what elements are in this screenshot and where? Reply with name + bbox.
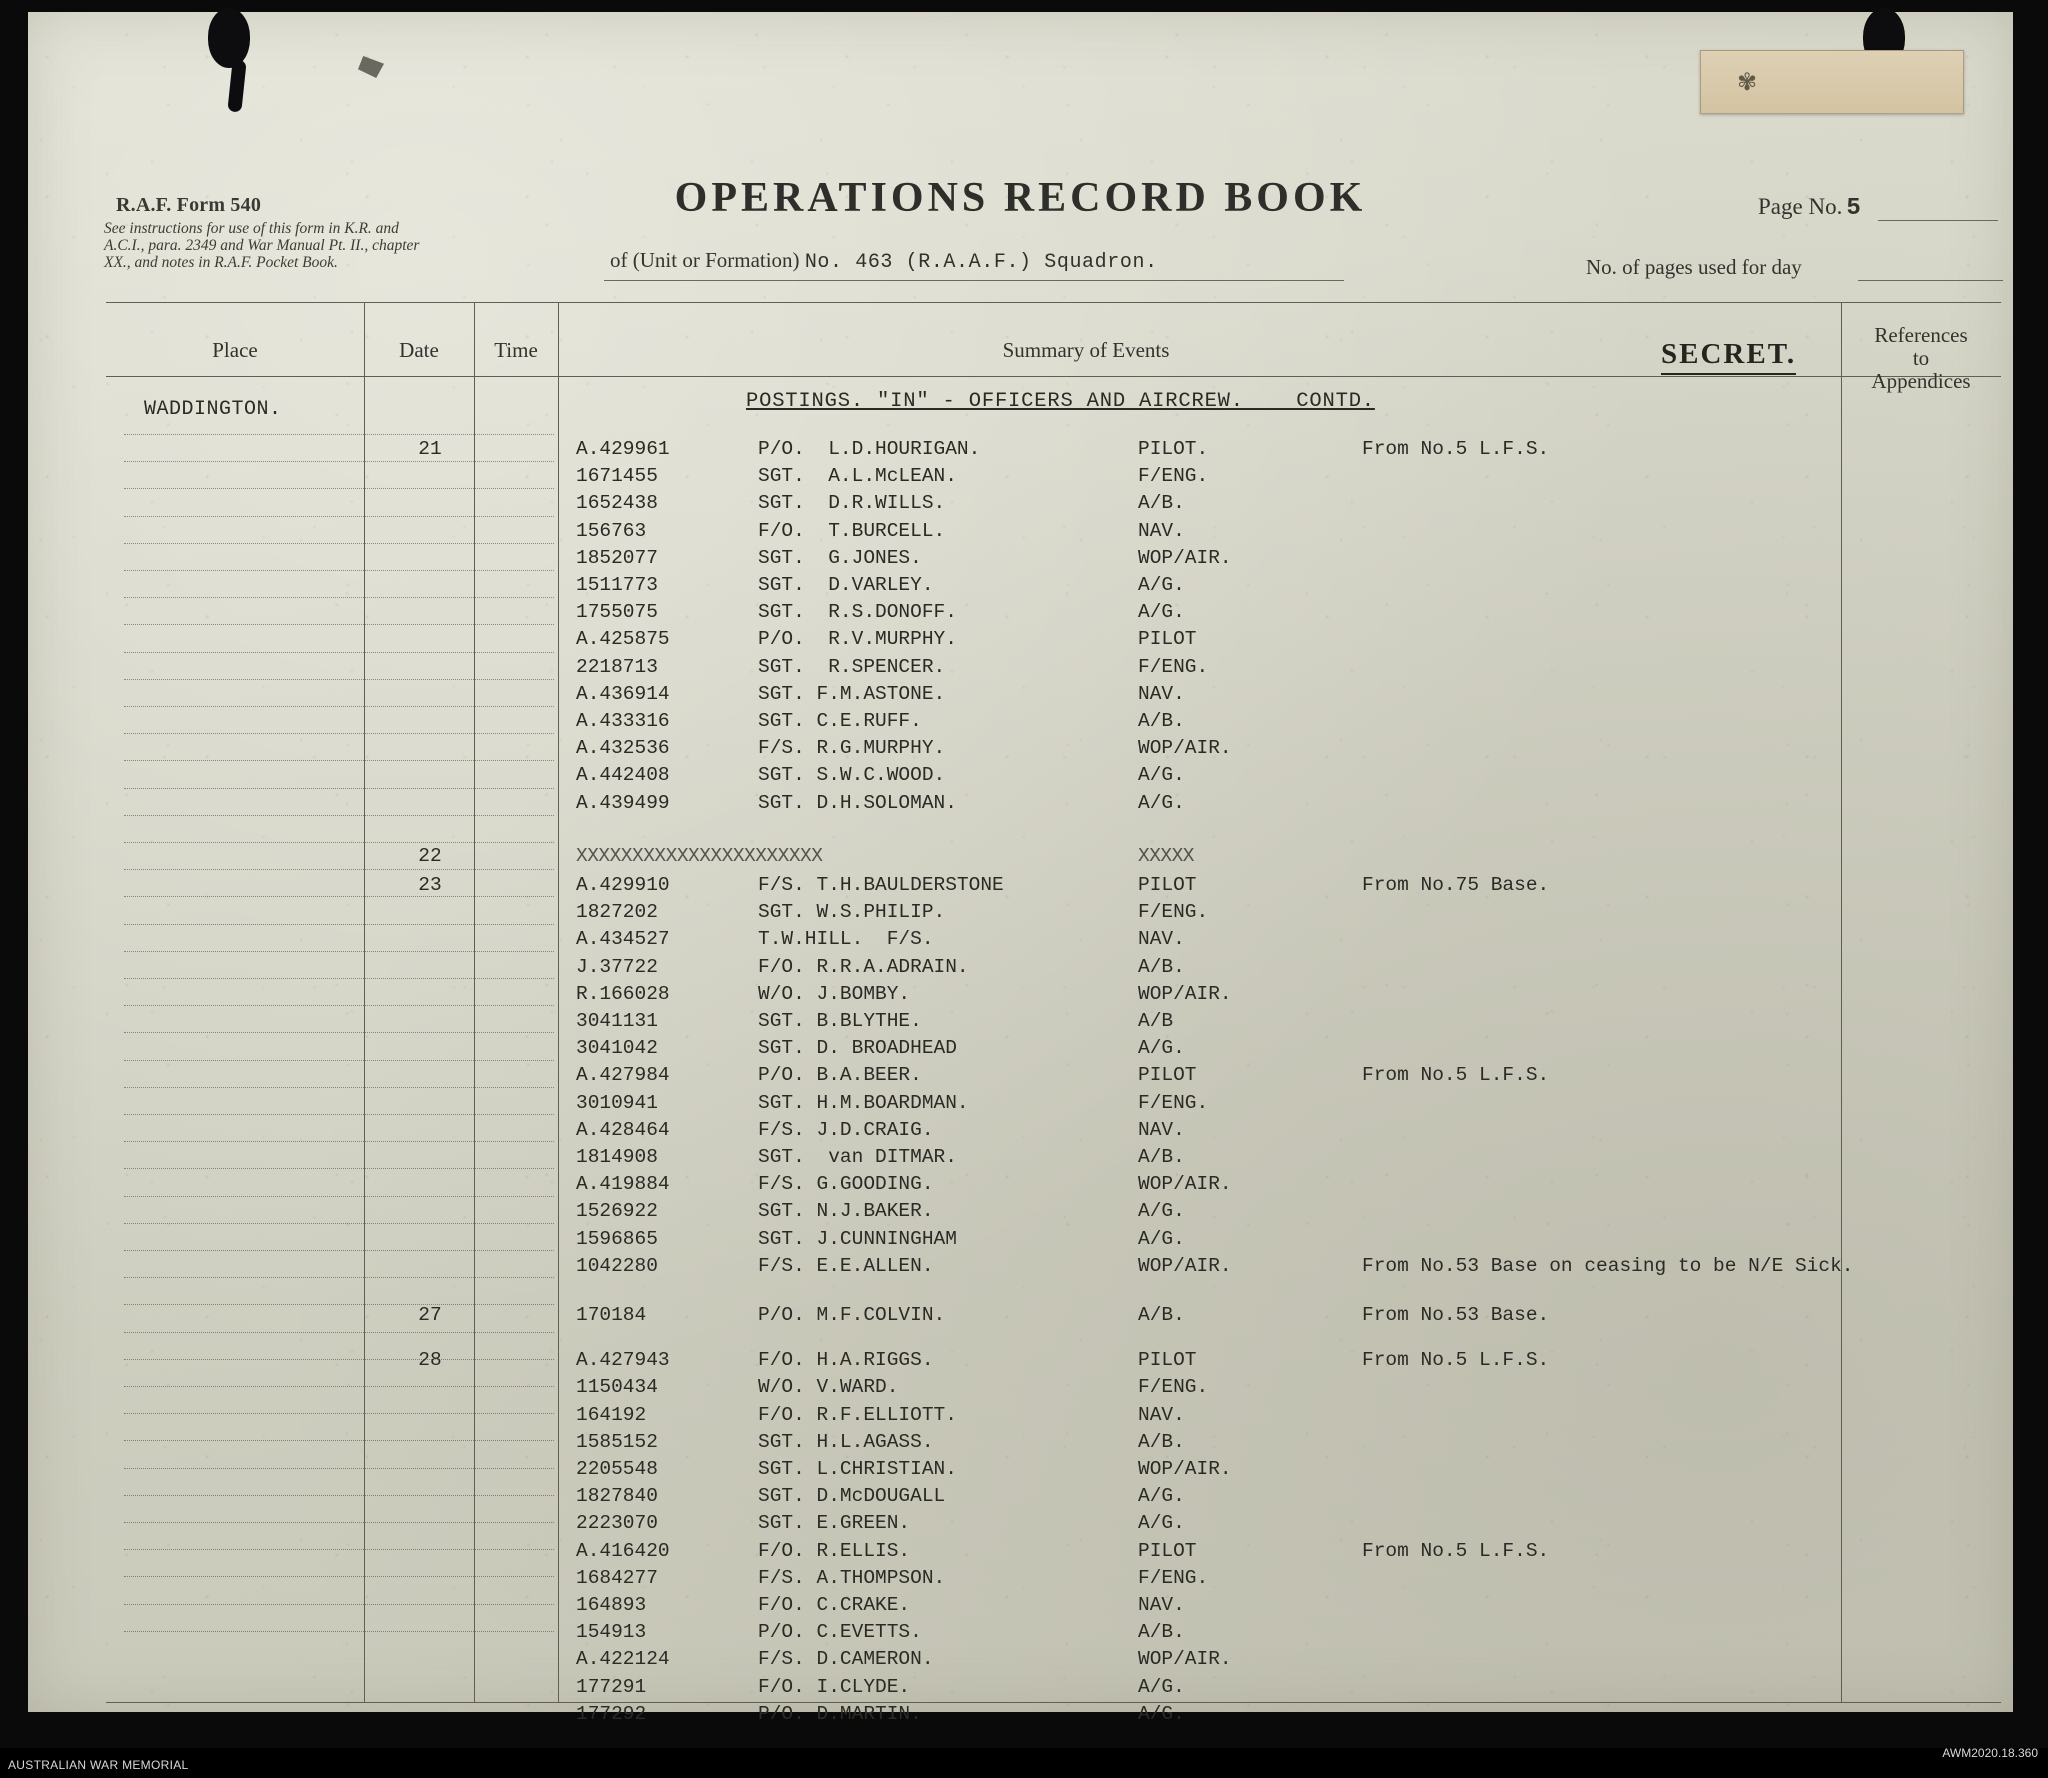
cell-duty: WOP/AIR.: [1138, 982, 1232, 1005]
cell-rank-name: F/O. C.CRAKE.: [758, 1594, 911, 1616]
cell-duty: WOP/AIR.: [1138, 1254, 1232, 1277]
table-row: [106, 1621, 2001, 1648]
cell-rank-name: SGT. S.W.C.WOOD.: [758, 764, 946, 787]
cell-date: 21: [418, 438, 442, 460]
cell-service-number: 1150434: [576, 1376, 658, 1399]
cell-rank-name: F/O. T.BURCELL.: [758, 519, 946, 542]
cell-rank-name: SGT. H.M.BOARDMAN.: [758, 1091, 969, 1114]
cell-rank-name: F/O. R.R.A.ADRAIN.: [758, 955, 969, 978]
ruled-line: [124, 1141, 554, 1142]
unit-value: No. 463 (R.A.A.F.) Squadron.: [804, 251, 1158, 274]
cell-rank-name: SGT. C.E.RUFF.: [758, 710, 922, 732]
cell-service-number: A.427984: [576, 1064, 670, 1087]
cell-duty: PILOT: [1138, 1349, 1197, 1372]
ruled-line: [124, 1440, 554, 1441]
column-header-references-line2: to: [1912, 346, 1930, 370]
cell-rank-name: F/O. H.A.RIGGS.: [758, 1349, 934, 1372]
ruled-line: [124, 1250, 554, 1251]
cell-duty: NAV.: [1138, 1594, 1185, 1616]
cell-service-number: A.428464: [576, 1118, 670, 1141]
ruled-line: [124, 815, 554, 816]
cell-rank-name: SGT. D.R.WILLS.: [758, 492, 946, 515]
form-id-label: R.A.F. Form 540: [116, 194, 262, 216]
cell-rank-name: SGT. R.SPENCER.: [758, 655, 946, 678]
cell-rank-name: SGT. G.JONES.: [758, 546, 922, 569]
cell-service-number: 177292: [576, 1702, 647, 1725]
struck-out-duty: XXXXX: [1138, 844, 1195, 867]
cell-service-number: 1585152: [576, 1430, 658, 1453]
cell-duty: WOP/AIR.: [1138, 737, 1232, 760]
cell-duty: A/G.: [1138, 791, 1185, 814]
cell-service-number: 1526922: [576, 1200, 658, 1223]
cell-remarks: From No.53 Base.: [1362, 1304, 1550, 1326]
cell-duty: A/B.: [1138, 710, 1185, 732]
cell-duty: NAV.: [1138, 928, 1185, 951]
ruled-line: [124, 1277, 554, 1278]
ruled-line: [124, 706, 554, 707]
cell-duty: A/G.: [1138, 1037, 1185, 1060]
cell-remarks: From No.5 L.F.S.: [1362, 1064, 1550, 1087]
ruled-line: [124, 1413, 554, 1414]
cell-rank-name: SGT. B.BLYTHE.: [758, 1010, 922, 1032]
cell-duty: A/G.: [1138, 764, 1185, 787]
ruled-line: [124, 1304, 554, 1305]
table-row: [106, 845, 2001, 872]
table-row: [106, 1703, 2001, 1730]
table-row: [106, 1304, 2001, 1331]
cell-service-number: 1684277: [576, 1566, 658, 1589]
cell-rank-name: W/O. J.BOMBY.: [758, 982, 911, 1005]
page-title: OPERATIONS RECORD BOOK: [674, 175, 1367, 221]
cell-service-number: 154913: [576, 1621, 647, 1644]
cell-duty: A/B.: [1138, 955, 1185, 978]
cell-date: 28: [418, 1349, 442, 1372]
cell-service-number: A.416420: [576, 1539, 670, 1562]
ruled-line: [124, 1087, 554, 1088]
cell-service-number: 1827840: [576, 1485, 658, 1508]
cell-duty: F/ENG.: [1138, 901, 1209, 924]
table-row: [106, 1485, 2001, 1512]
table-row: [106, 1540, 2001, 1567]
table-row: [106, 1349, 2001, 1376]
cell-rank-name: SGT. N.J.BAKER.: [758, 1200, 934, 1223]
cell-remarks: From No.53 Base on ceasing to be N/E Sick.: [1362, 1254, 1854, 1277]
ruled-line: [124, 434, 554, 435]
column-header-summary: Summary of Events: [1002, 338, 1170, 362]
ruled-line: [124, 543, 554, 544]
cell-duty: F/ENG.: [1138, 465, 1209, 488]
cell-duty: NAV.: [1138, 519, 1185, 542]
ruled-line: [124, 1631, 554, 1632]
table-row: [106, 1458, 2001, 1485]
cell-service-number: 1671455: [576, 465, 658, 488]
cell-service-number: A.429961: [576, 438, 670, 460]
table-row: [106, 1376, 2001, 1403]
ruled-line: [124, 1332, 554, 1333]
cell-rank-name: W/O. V.WARD.: [758, 1376, 899, 1399]
ruled-line: [124, 1576, 554, 1577]
cell-duty: A/G.: [1138, 1200, 1185, 1223]
ruled-line: [124, 1223, 554, 1224]
cell-rank-name: SGT. J.CUNNINGHAM: [758, 1227, 957, 1250]
ruled-line: [124, 951, 554, 952]
records-table: [106, 302, 2001, 1725]
unit-underline: [604, 280, 1344, 281]
cell-service-number: 2205548: [576, 1458, 658, 1480]
cell-rank-name: SGT. L.CHRISTIAN.: [758, 1458, 957, 1480]
ruled-line: [124, 1522, 554, 1523]
cell-rank-name: F/O. R.ELLIS.: [758, 1539, 911, 1562]
ruled-line: [124, 1005, 554, 1006]
ruled-line: [124, 1114, 554, 1115]
cell-duty: F/ENG.: [1138, 1091, 1209, 1114]
cell-rank-name: F/S. A.THOMPSON.: [758, 1566, 946, 1589]
cell-rank-name: SGT. A.L.McLEAN.: [758, 465, 957, 488]
struck-out-entry: XXXXXXXXXXXXXXXXXXXXXX: [576, 844, 823, 867]
cell-rank-name: P/O. M.F.COLVIN.: [758, 1304, 946, 1326]
cell-service-number: A.427943: [576, 1349, 670, 1372]
ruled-line: [124, 1468, 554, 1469]
section-heading: POSTINGS. "IN" - OFFICERS AND AIRCREW. CONTD.: [746, 390, 1375, 413]
page-number-label: Page No.: [1758, 194, 1843, 219]
cell-duty: WOP/AIR.: [1138, 1173, 1232, 1196]
cell-service-number: 1652438: [576, 492, 658, 515]
cell-duty: NAV.: [1138, 682, 1185, 705]
cell-duty: A/G.: [1138, 1512, 1185, 1535]
cell-rank-name: P/O. B.A.BEER.: [758, 1064, 922, 1087]
pages-used-label: No. of pages used for day: [1586, 255, 1802, 279]
cell-duty: A/B.: [1138, 1304, 1185, 1326]
cell-remarks: From No.5 L.F.S.: [1362, 438, 1550, 460]
cell-service-number: A.422124: [576, 1648, 670, 1671]
cell-rank-name: SGT. van DITMAR.: [758, 1146, 957, 1168]
cell-rank-name: T.W.HILL. F/S.: [758, 928, 934, 951]
cell-date: 27: [418, 1304, 442, 1326]
cell-duty: F/ENG.: [1138, 1566, 1209, 1589]
ruled-line: [124, 570, 554, 571]
cell-duty: WOP/AIR.: [1138, 1458, 1232, 1480]
cell-rank-name: SGT. W.S.PHILIP.: [758, 901, 946, 924]
ruled-line: [124, 924, 554, 925]
column-header-time: Time: [494, 338, 538, 362]
cell-service-number: 1596865: [576, 1227, 658, 1250]
cell-duty: WOP/AIR.: [1138, 546, 1232, 569]
cell-service-number: 156763: [576, 519, 647, 542]
table-row: [106, 1512, 2001, 1539]
cell-rank-name: F/S. T.H.BAULDERSTONE: [758, 874, 1004, 896]
ruled-line: [124, 488, 554, 489]
cell-service-number: A.419884: [576, 1173, 670, 1196]
cell-service-number: 3041042: [576, 1037, 658, 1060]
cell-service-number: 170184: [576, 1304, 647, 1326]
cell-service-number: 1755075: [576, 601, 658, 624]
cell-duty: A/G.: [1138, 574, 1185, 596]
cell-service-number: 177291: [576, 1675, 647, 1698]
cell-remarks: From No.75 Base.: [1362, 874, 1550, 896]
cell-rank-name: P/O. D.MARTIN.: [758, 1702, 922, 1725]
column-header-place: Place: [212, 338, 258, 362]
cell-service-number: 3041131: [576, 1010, 658, 1032]
cell-rank-name: P/O. L.D.HOURIGAN.: [758, 438, 981, 460]
table-row: [106, 1404, 2001, 1431]
table-row: [106, 1594, 2001, 1621]
document-page: [28, 12, 2013, 1725]
cell-duty: PILOT: [1138, 628, 1197, 651]
cell-rank-name: F/S. J.D.CRAIG.: [758, 1118, 934, 1141]
punch-hole-left-icon: [208, 8, 250, 68]
cell-rank-name: F/S. R.G.MURPHY.: [758, 737, 946, 760]
institution-credit: AUSTRALIAN WAR MEMORIAL: [8, 1758, 189, 1772]
cell-rank-name: SGT. D.H.SOLOMAN.: [758, 791, 957, 814]
cell-rank-name: SGT. F.M.ASTONE.: [758, 682, 946, 705]
cell-service-number: A.439499: [576, 791, 670, 814]
ruled-line: [124, 516, 554, 517]
cell-duty: PILOT: [1138, 1064, 1197, 1087]
ruled-line: [124, 461, 554, 462]
pages-used-underline: [1858, 280, 2003, 281]
cell-duty: A/G.: [1138, 1702, 1185, 1725]
cell-rank-name: SGT. D.McDOUGALL: [758, 1485, 946, 1508]
ruled-line: [124, 1032, 554, 1033]
ruled-line: [124, 733, 554, 734]
ruled-line: [124, 1196, 554, 1197]
cell-duty: F/ENG.: [1138, 655, 1209, 678]
cell-service-number: 164893: [576, 1594, 647, 1616]
cell-service-number: 1827202: [576, 901, 658, 924]
column-header-references-line3: Appendices: [1871, 369, 1971, 393]
cell-duty: A/B.: [1138, 1146, 1185, 1168]
cell-service-number: A.434527: [576, 928, 670, 951]
cell-service-number: A.433316: [576, 710, 670, 732]
ruled-line: [124, 679, 554, 680]
cell-duty: F/ENG.: [1138, 1376, 1209, 1399]
cell-duty: A/B: [1138, 1010, 1174, 1032]
ruled-line: [124, 1549, 554, 1550]
accession-number: AWM2020.18.360: [1942, 1746, 2038, 1760]
cell-service-number: 1852077: [576, 546, 658, 569]
cell-duty: A/G.: [1138, 1675, 1185, 1698]
cell-service-number: 3010941: [576, 1091, 658, 1114]
cell-rank-name: F/S. G.GOODING.: [758, 1173, 934, 1196]
cell-duty: NAV.: [1138, 1118, 1185, 1141]
footer-bar: [0, 1748, 2048, 1778]
cell-duty: WOP/AIR.: [1138, 1648, 1232, 1671]
ruled-line: [124, 760, 554, 761]
cell-duty: PILOT: [1138, 1539, 1197, 1562]
cell-service-number: A.432536: [576, 737, 670, 760]
unit-label: of (Unit or Formation): [610, 248, 800, 272]
cell-service-number: 1042280: [576, 1254, 658, 1277]
cell-service-number: R.166028: [576, 982, 670, 1005]
cell-service-number: 164192: [576, 1403, 647, 1426]
cell-rank-name: F/S. D.CAMERON.: [758, 1648, 934, 1671]
ruled-line: [124, 842, 554, 843]
ruled-line: [124, 1386, 554, 1387]
cell-duty: A/G.: [1138, 1485, 1185, 1508]
cell-service-number: J.37722: [576, 955, 658, 978]
cell-date: 22: [418, 844, 442, 867]
cell-rank-name: F/O. I.CLYDE.: [758, 1675, 911, 1698]
cell-duty: A/B.: [1138, 1621, 1185, 1644]
ruled-line: [124, 896, 554, 897]
cell-service-number: A.429910: [576, 874, 670, 896]
cell-service-number: A.436914: [576, 682, 670, 705]
form-instructions-note: See instructions for use of this form in K.R. and A.C.I., para. 2349 and War Manual Pt. II., chapter XX., and notes in R.A.F. Pocket Book.: [104, 220, 420, 271]
cell-service-number: 1511773: [576, 574, 658, 596]
ruled-line: [124, 1359, 554, 1360]
ruled-line: [124, 869, 554, 870]
cell-service-number: A.442408: [576, 764, 670, 787]
cell-duty: NAV.: [1138, 1403, 1185, 1426]
column-header-references-line1: References: [1874, 323, 1968, 347]
place-value: WADDINGTON.: [144, 398, 282, 421]
table-row: [106, 1648, 2001, 1675]
table-body: [106, 302, 2001, 1725]
cell-rank-name: SGT. E.GREEN.: [758, 1512, 911, 1535]
cell-rank-name: SGT. R.S.DONOFF.: [758, 601, 957, 624]
cell-rank-name: F/S. E.E.ALLEN.: [758, 1254, 934, 1277]
cell-rank-name: SGT. D.VARLEY.: [758, 574, 934, 596]
page-number-value: 5: [1846, 195, 1861, 222]
cell-duty: A/G.: [1138, 1227, 1185, 1250]
cell-service-number: 2223070: [576, 1512, 658, 1535]
ruled-line: [124, 1495, 554, 1496]
cell-duty: PILOT.: [1138, 438, 1209, 460]
unit-line: [610, 248, 1158, 274]
ruled-line: [124, 978, 554, 979]
ruled-line: [124, 624, 554, 625]
ruled-line: [124, 597, 554, 598]
cell-rank-name: P/O. R.V.MURPHY.: [758, 628, 957, 651]
cell-duty: A/B.: [1138, 492, 1185, 515]
cell-rank-name: SGT. D. BROADHEAD: [758, 1037, 957, 1060]
cell-date: 23: [418, 874, 442, 896]
ink-smudge-icon: ✾: [1736, 70, 1758, 96]
cell-duty: PILOT: [1138, 874, 1197, 896]
cell-rank-name: F/O. R.F.ELLIOTT.: [758, 1403, 957, 1426]
cell-duty: A/G.: [1138, 601, 1185, 624]
table-row: [106, 1567, 2001, 1594]
cell-service-number: 1814908: [576, 1146, 658, 1168]
ruled-line: [124, 1168, 554, 1169]
cell-rank-name: P/O. C.EVETTS.: [758, 1621, 922, 1644]
cell-service-number: A.425875: [576, 628, 670, 651]
cell-remarks: From No.5 L.F.S.: [1362, 1539, 1550, 1562]
paper-tear-mark: [358, 56, 384, 78]
cell-remarks: From No.5 L.F.S.: [1362, 1349, 1550, 1372]
ruled-line: [124, 788, 554, 789]
cell-rank-name: SGT. H.L.AGASS.: [758, 1430, 934, 1453]
page-number-field: [1758, 194, 1865, 222]
table-row: [106, 1676, 2001, 1703]
classification-stamp: SECRET.: [1661, 338, 1796, 375]
ruled-line: [124, 652, 554, 653]
ruled-line: [124, 1060, 554, 1061]
table-row: [106, 1431, 2001, 1458]
cell-duty: A/B.: [1138, 1430, 1185, 1453]
page-number-underline: [1878, 220, 1998, 221]
ruled-line: [124, 1604, 554, 1605]
cell-service-number: 2218713: [576, 655, 658, 678]
column-header-date: Date: [399, 338, 439, 362]
